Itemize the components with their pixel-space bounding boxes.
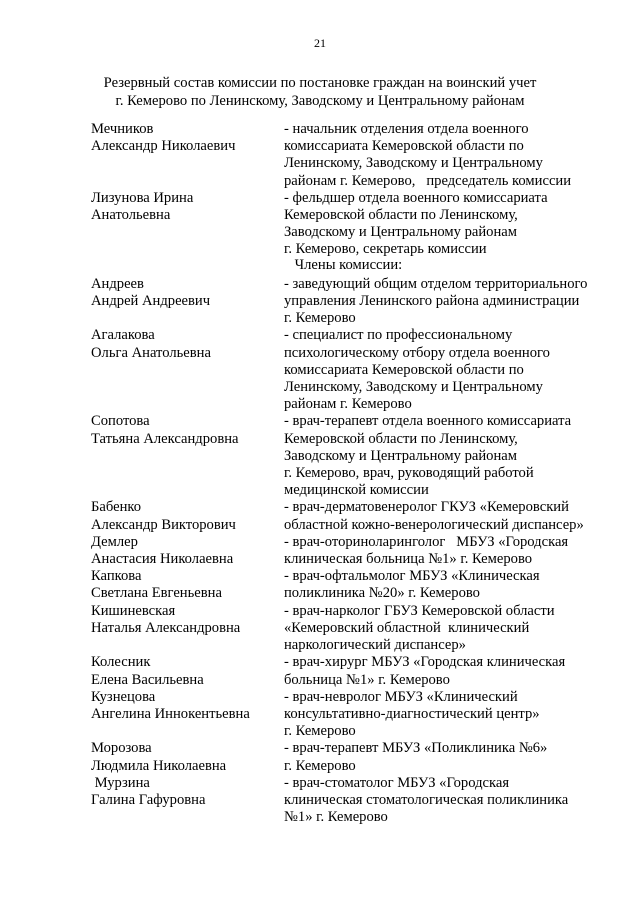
given-names: Елена Васильевна	[91, 671, 204, 688]
roster-entry-member	[91, 413, 621, 499]
role-line: г. Кемерово	[284, 723, 356, 740]
given-names: Александр Николаевич	[91, 138, 236, 155]
role-line: «Кемеровский областной клинический	[284, 619, 530, 636]
surname: Бабенко	[91, 499, 142, 516]
role-line: комиссариата Кемеровской области по	[284, 138, 524, 155]
given-names: Людмила Николаевна	[91, 757, 227, 774]
role-line: Ленинскому, Заводскому и Центральному	[284, 379, 543, 396]
roster-entry-member	[91, 534, 621, 568]
roster-entry-member	[91, 327, 621, 413]
member-name	[91, 190, 284, 224]
role-line: комиссариата Кемеровской области по	[284, 361, 524, 378]
roster-entry-member	[91, 775, 621, 827]
role-line: Кемеровской области по Ленинскому,	[284, 430, 518, 447]
given-names: Татьяна Александровна	[91, 430, 239, 447]
surname: Лизунова Ирина	[91, 189, 194, 206]
member-role	[284, 413, 621, 499]
member-role	[284, 121, 621, 190]
roster-entry-member	[91, 740, 621, 774]
role-line: г. Кемерово	[284, 757, 356, 774]
role-line: - врач-дерматовенеролог ГКУЗ «Кемеровский	[284, 499, 569, 516]
roster-entry-chairman	[91, 121, 621, 190]
surname: Колесник	[91, 654, 151, 671]
roster-entry-member	[91, 603, 621, 655]
given-names: Александр Викторович	[91, 516, 236, 533]
surname: Мурзина	[91, 774, 150, 791]
member-name	[91, 603, 284, 637]
member-name	[91, 327, 284, 361]
member-role	[284, 190, 621, 259]
roster-entry-member	[91, 654, 621, 688]
role-line: г. Кемерово, секретарь комиссии	[284, 241, 487, 258]
commission-roster	[91, 121, 621, 826]
member-name	[91, 413, 284, 447]
member-name	[91, 568, 284, 602]
document-title-line: г. Кемерово по Ленинскому, Заводскому и Центральному районам	[115, 92, 525, 109]
roster-entry-member	[91, 276, 621, 328]
surname: Кишиневская	[91, 602, 176, 619]
given-names: Ольга Анатольевна	[91, 344, 211, 361]
role-line: - врач-хирург МБУЗ «Городская клиническая	[284, 654, 566, 671]
member-role	[284, 689, 621, 741]
member-role	[284, 775, 621, 827]
role-line: Заводскому и Центральному районам	[284, 224, 518, 241]
member-name	[91, 499, 284, 533]
member-name	[91, 276, 284, 310]
document-title	[0, 75, 640, 110]
given-names: Наталья Александровна	[91, 619, 241, 636]
surname: Андреев	[91, 275, 144, 292]
member-name	[91, 121, 284, 155]
member-name	[91, 740, 284, 774]
role-line: психологическому отбору отдела военного	[284, 344, 550, 361]
role-line: поликлиника №20» г. Кемерово	[284, 585, 480, 602]
role-line: - заведующий общим отделом территориального	[284, 275, 588, 292]
surname: Кузнецова	[91, 688, 156, 705]
role-line: Кемеровской области по Ленинскому,	[284, 207, 518, 224]
given-names: Анатольевна	[91, 207, 171, 224]
page-number: 21	[314, 36, 326, 50]
member-name	[91, 534, 284, 568]
role-line: - врач-нарколог ГБУЗ Кемеровской области	[284, 602, 555, 619]
role-line: - специалист по профессиональному	[284, 327, 513, 344]
role-line: - начальник отделения отдела военного	[284, 121, 529, 137]
member-role	[284, 654, 621, 688]
role-line: - врач-стоматолог МБУЗ «Городская	[284, 774, 510, 791]
role-line: - врач-оториноларинголог МБУЗ «Городская	[284, 533, 569, 550]
given-names: Галина Гафуровна	[91, 791, 206, 808]
member-role	[284, 568, 621, 602]
roster-entry-secretary	[91, 190, 621, 259]
roster-entry-member	[91, 568, 621, 602]
surname: Мечников	[91, 121, 154, 137]
surname: Агалакова	[91, 327, 155, 344]
role-line: областной кожно-венерологический диспансер»	[284, 516, 584, 533]
role-line: клиническая больница №1» г. Кемерово	[284, 551, 533, 568]
roster-entry-member	[91, 689, 621, 741]
document-title-line: Резервный состав комиссии по постановке граждан на воинский учет	[103, 75, 537, 91]
role-line: управления Ленинского района администрации	[284, 293, 580, 310]
given-names: Светлана Евгеньевна	[91, 585, 222, 602]
role-line: наркологический диспансер»	[284, 637, 466, 654]
member-name	[91, 654, 284, 688]
role-line: г. Кемерово, врач, руководящий работой	[284, 465, 534, 482]
role-line: медицинской комиссии	[284, 482, 429, 499]
surname: Капкова	[91, 568, 142, 585]
role-line: консультативно-диагностический центр»	[284, 705, 540, 722]
member-role	[284, 603, 621, 655]
member-name	[91, 689, 284, 723]
given-names: Анастасия Николаевна	[91, 551, 234, 568]
member-role	[284, 534, 621, 568]
role-line: Ленинскому, Заводскому и Центральному	[284, 155, 543, 172]
role-line: клиническая стоматологическая поликлиника	[284, 791, 569, 808]
role-line: Заводскому и Центральному районам	[284, 447, 518, 464]
role-line: - фельдшер отдела военного комиссариата	[284, 189, 548, 206]
role-line: г. Кемерово	[284, 310, 356, 327]
members-heading: Члены комиссии:	[291, 256, 403, 273]
role-line: районам г. Кемерово	[284, 396, 412, 413]
member-role	[284, 499, 621, 533]
role-line: районам г. Кемерово, председатель комиссии	[284, 172, 572, 189]
role-line: №1» г. Кемерово	[284, 809, 388, 826]
given-names: Ангелина Иннокентьевна	[91, 705, 250, 722]
member-role	[284, 276, 621, 328]
surname: Морозова	[91, 740, 152, 757]
role-line: - врач-терапевт отдела военного комиссариата	[284, 413, 572, 430]
member-name	[91, 775, 284, 809]
member-role	[284, 740, 621, 774]
role-line: - врач-офтальмолог МБУЗ «Клиническая	[284, 568, 540, 585]
surname: Демлер	[91, 533, 138, 550]
given-names: Андрей Андреевич	[91, 293, 211, 310]
role-line: - врач-невролог МБУЗ «Клинический	[284, 688, 518, 705]
roster-entry-member	[91, 499, 621, 533]
member-role	[284, 327, 621, 413]
role-line: больница №1» г. Кемерово	[284, 671, 450, 688]
role-line: - врач-терапевт МБУЗ «Поликлиника №6»	[284, 740, 548, 757]
surname: Сопотова	[91, 413, 150, 430]
